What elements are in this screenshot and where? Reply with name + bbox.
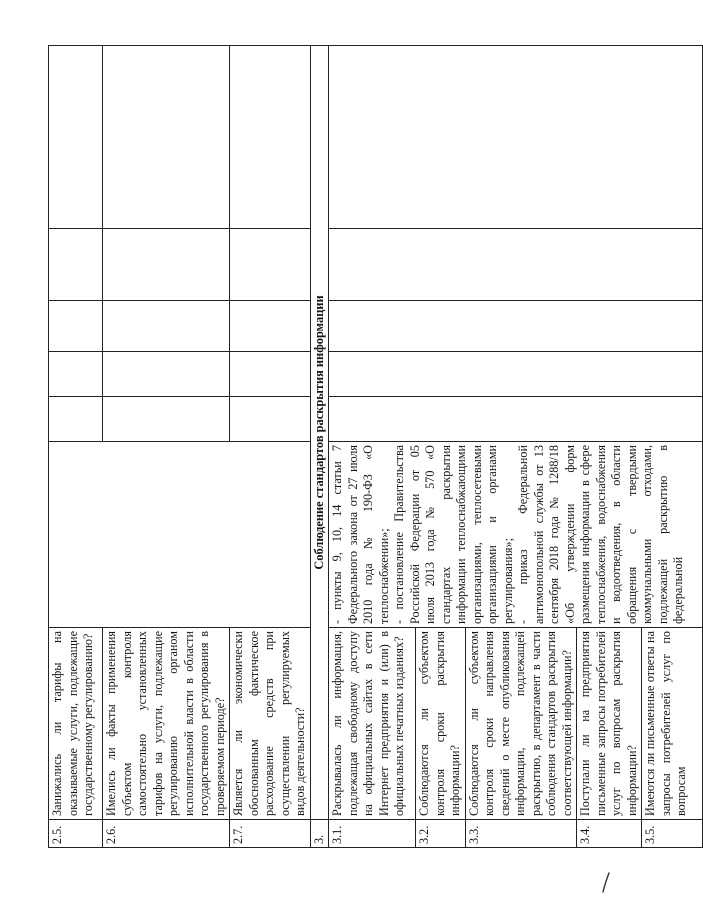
- section-row: [310, 46, 329, 848]
- table-row: [329, 46, 416, 848]
- answer-cell: [103, 229, 230, 301]
- answer-cell: [329, 397, 703, 442]
- note-cell: [49, 46, 103, 229]
- question-cell: Поступали ли на предприятия письменные запросы потребителей услуг по вопросам раскрытия информации?: [577, 628, 642, 820]
- checklist-table: [48, 45, 703, 848]
- norms-cell: [329, 442, 703, 628]
- question-cell: Имелись ли факты применения субъектом контроля самостоятельно установленных тарифов на услуги, подлежащие регулированию органом исполнительной власти в области государственного регулирования в проверяемом периоде?: [103, 628, 230, 820]
- answer-cell: [49, 352, 103, 397]
- answer-cell: [103, 352, 230, 397]
- row-number: 3.3.: [465, 820, 577, 848]
- answer-cell: [329, 301, 703, 352]
- norm-item: - пункты 9, 10, 14 статьи 7 Федерального закона от 27 июля 2010 года № 190-ФЗ «О теплоснабжении»;: [330, 445, 391, 624]
- answer-cell: [49, 397, 103, 442]
- answer-cell: [230, 301, 311, 352]
- row-number: 3.5.: [642, 820, 703, 848]
- question-cell: Соблюдаются ли субъектом контроля сроки раскрытия информации?: [416, 628, 466, 820]
- row-number: 3.1.: [329, 820, 416, 848]
- table-row: [49, 46, 103, 848]
- answer-cell: [230, 229, 311, 301]
- answer-cell: [103, 397, 230, 442]
- answer-cell: [329, 352, 703, 397]
- row-number: 3.4.: [577, 820, 642, 848]
- question-cell: Занижались ли тарифы на оказываемые услуги, подлежащие государственному регулированию?: [49, 628, 103, 820]
- question-cell: Соблюдаются ли субъектом контроля сроки направления сведений о месте опубликования информации, подлежащей раскрытию, в департамент в части соблюдения стандартов раскрытия соответствующей информации?: [465, 628, 577, 820]
- row-number: 2.7.: [230, 820, 311, 848]
- answer-cell: [49, 301, 103, 352]
- question-cell: Раскрывалась ли информация, подлежащая свободному доступу на официальных сайтах в сети Интернет предприятия и (или) в официальных печатных изданиях?: [329, 628, 416, 820]
- norm-item: - приказ Федеральной антимонопольной службы от 13 сентября 2018 года № 1288/18 «Об утверждении форм размещения информации в сфере теплоснабжения, водоснабжения и водоотведения, в области обращения с твердыми коммунальными отходами, подлежащей раскрытию в федеральной: [516, 445, 685, 624]
- norms-cell: [49, 442, 311, 628]
- section-number: 3.: [310, 820, 329, 848]
- row-number: 2.5.: [49, 820, 103, 848]
- answer-cell: [103, 301, 230, 352]
- norm-item: - постановление Правительства Российской Федерации от 05 июля 2013 года № 570 «О стандартах раскрытия информации теплоснабжающими организациями, теплосетевыми организациями и органами регулирования»;: [392, 445, 515, 624]
- answer-cell: [230, 397, 311, 442]
- answer-cell: [329, 229, 703, 301]
- answer-cell: [49, 229, 103, 301]
- note-cell: [230, 46, 311, 229]
- answer-cell: [230, 352, 311, 397]
- row-number: 3.2.: [416, 820, 466, 848]
- note-cell: [103, 46, 230, 229]
- pen-stroke-mark: [600, 872, 612, 894]
- note-cell: [329, 46, 703, 229]
- checklist-sheet: [48, 46, 688, 848]
- question-cell: Имеются ли письменные ответы на запросы потребителей услуг по вопросам: [642, 628, 703, 820]
- section-title: Соблюдение стандартов раскрытия информации: [310, 46, 329, 820]
- row-number: 2.6.: [103, 820, 230, 848]
- question-cell: Является ли экономически обоснованным фактическое расходование средств при осуществлении регулируемых видов деятельности?: [230, 628, 311, 820]
